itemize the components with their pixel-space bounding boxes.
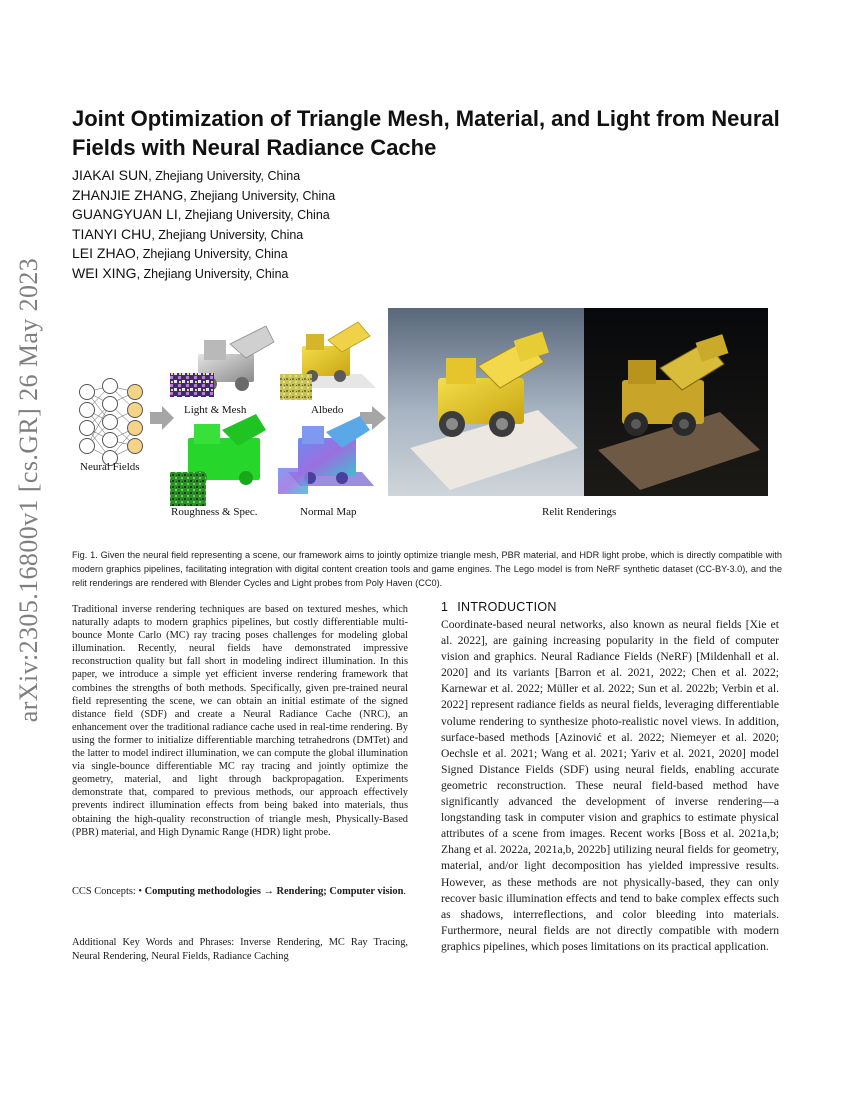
- author-name: WEI XING: [72, 264, 137, 281]
- figure-caption: Fig. 1. Given the neural field representing a scene, our framework aims to jointly optimize triangle mesh, PBR material, and HDR light probe, which is directly compatible with modern graphics pipelines, facilitating integration with digital content creation tools and game engines. The Lego model is from NeRF synthetic dataset (CC-BY-3.0), and the relit renderings are rendered with Blender Cycles and Light probes from Poly Haven (CC0).: [72, 550, 782, 588]
- section-number: 1: [441, 600, 449, 614]
- author-item: [72, 166, 572, 186]
- author-affiliation: , Zhejiang University, China: [135, 247, 288, 261]
- author-item: [72, 244, 572, 264]
- author-item: [72, 186, 572, 206]
- label-light-mesh: Light & Mesh: [184, 404, 247, 416]
- author-name: ZHANJIE ZHANG: [72, 186, 184, 203]
- author-affiliation: , Zhejiang University, China: [183, 188, 336, 203]
- keywords: Additional Key Words and Phrases: Inverse Rendering, MC Ray Tracing, Neural Rendering, Neural Fields, Radiance Caching: [72, 937, 408, 962]
- neural-field-diagram: [80, 379, 143, 466]
- author-name: TIANYI CHU: [72, 225, 152, 242]
- ccs-label: CCS Concepts: •: [72, 886, 145, 897]
- author-affiliation: , Zhejiang University, China: [151, 227, 304, 242]
- light-mesh-panel: [170, 326, 280, 397]
- ccs-terms: Computing methodologies → Rendering; Computer vision: [144, 886, 404, 897]
- introduction-text: Coordinate-based neural networks, also known as neural fields [Xie et al. 2022], are gaining increasing popularity in the field of computer vision and graphics. Neural Radiance Fields (NeRF) [Mildenhall et al. 2020] and its variants [Barron et al. 2021, 2022; Chen et al. 2022; Karnewar et al. 2022; Müller et al. 2022; Sun et al. 2022b; Verbin et al. 2022] represent radiance fields as neural fields, leveraging differentiable volume rendering to synthesize photo-realistic novel views. In addition, surface-based methods [Azinović et al. 2022; Niemeyer et al. 2020; Oechsle et al. 2021; Wang et al. 2021; Yariv et al. 2021, 2020] model Signed Distance Fields (SDF) using neural fields, enabling accurate geometric reconstruction. These neural field-based method have significantly advanced the development of inverse rendering—a longstanding task in computer vision and graphics to estimate physical attributes of a scene from images. Recent works [Boss et al. 2021a,b; Zhang et al. 2022a, 2021a,b, 2022b] utilizing neural fields for geometry, material, and/or light decomposition has yielded impressive results. However, as these methods are not physically-based, they can only recover basic illumination effects and tend to bake complex effects such as shadows, interreflections, and color bleeding into materials. Furthermore, neural fields are not directly compatible with modern graphics pipelines, which poses limitations on its practical application.: [441, 618, 779, 953]
- output-nodes: [128, 385, 143, 454]
- author-item: [72, 225, 572, 245]
- label-roughness: Roughness & Spec.: [171, 506, 258, 518]
- author-item: [72, 205, 572, 225]
- author-affiliation: , Zhejiang University, China: [136, 266, 289, 281]
- arrow-right-icon: [150, 406, 174, 430]
- author-affiliation: , Zhejiang University, China: [177, 208, 330, 222]
- roughness-panel: [170, 414, 266, 506]
- author-name: JIAKAI SUN: [72, 167, 149, 183]
- ccs-end: .: [403, 886, 406, 897]
- hidden-nodes: [103, 379, 118, 466]
- label-normal-map: Normal Map: [300, 506, 357, 518]
- label-neural-fields: Neural Fields: [80, 461, 140, 473]
- section-heading: [441, 600, 557, 614]
- relit-rendering-day: [388, 308, 584, 496]
- relit-rendering-night: [584, 308, 768, 496]
- ccs-concepts: [72, 885, 408, 899]
- label-relit-renderings: Relit Renderings: [542, 506, 617, 518]
- author-name: GUANGYUAN LI: [72, 206, 178, 222]
- section-title: INTRODUCTION: [457, 600, 557, 614]
- input-nodes: [80, 385, 95, 454]
- label-albedo: Albedo: [311, 404, 344, 416]
- author-affiliation: , Zhejiang University, China: [148, 169, 301, 183]
- teaser-figure: [70, 300, 845, 530]
- paper-title: Joint Optimization of Triangle Mesh, Material, and Light from Neural Fields with Neural Radiance Cache: [72, 106, 780, 160]
- abstract: Traditional inverse rendering techniques are based on textured meshes, which naturally adapts to modern graphics pipelines, but costly differentiable multi-bounce Monte Carlo (MC) ray tracing poses challenges for modeling global illumination. Recently, neural fields have demonstrated impressive reconstruction quality but fall short in modeling indirect illumination. In this paper, we introduce a simple yet efficient inverse rendering framework that combines the strengths of both methods. Specifically, given pre-trained neural field representing the scene, we can obtain an initial estimate of the signed distance field (SDF) and create a Neural Radiance Cache (NRC), an enhancement over the traditional radiance cache used in real-time rendering. By using the former to initialize differentiable marching tetrahedrons (DMTet) and the latter to model indirect illumination, we can compute the global illumination via single-bounce differentiable MC ray tracing and jointly optimize the geometry, material, and light through backpropagation. Experiments demonstrate that, compared to previous methods, our approach effectively prevents indirect illumination effects from being baked into materials, thus obtaining the high-quality reconstruction of triangle mesh, Physically-Based (PBR) material, and High Dynamic Range (HDR) light probe.: [72, 604, 408, 838]
- normal-map-panel: [278, 416, 374, 494]
- author-name: LEI ZHAO: [72, 245, 136, 261]
- author-item: [72, 264, 572, 284]
- arxiv-stamp: [0, 257, 58, 723]
- albedo-panel: [280, 322, 376, 400]
- arxiv-id: arXiv:2305.16800v1 [cs.GR] 26 May 2023: [14, 257, 43, 723]
- author-list: [72, 166, 572, 283]
